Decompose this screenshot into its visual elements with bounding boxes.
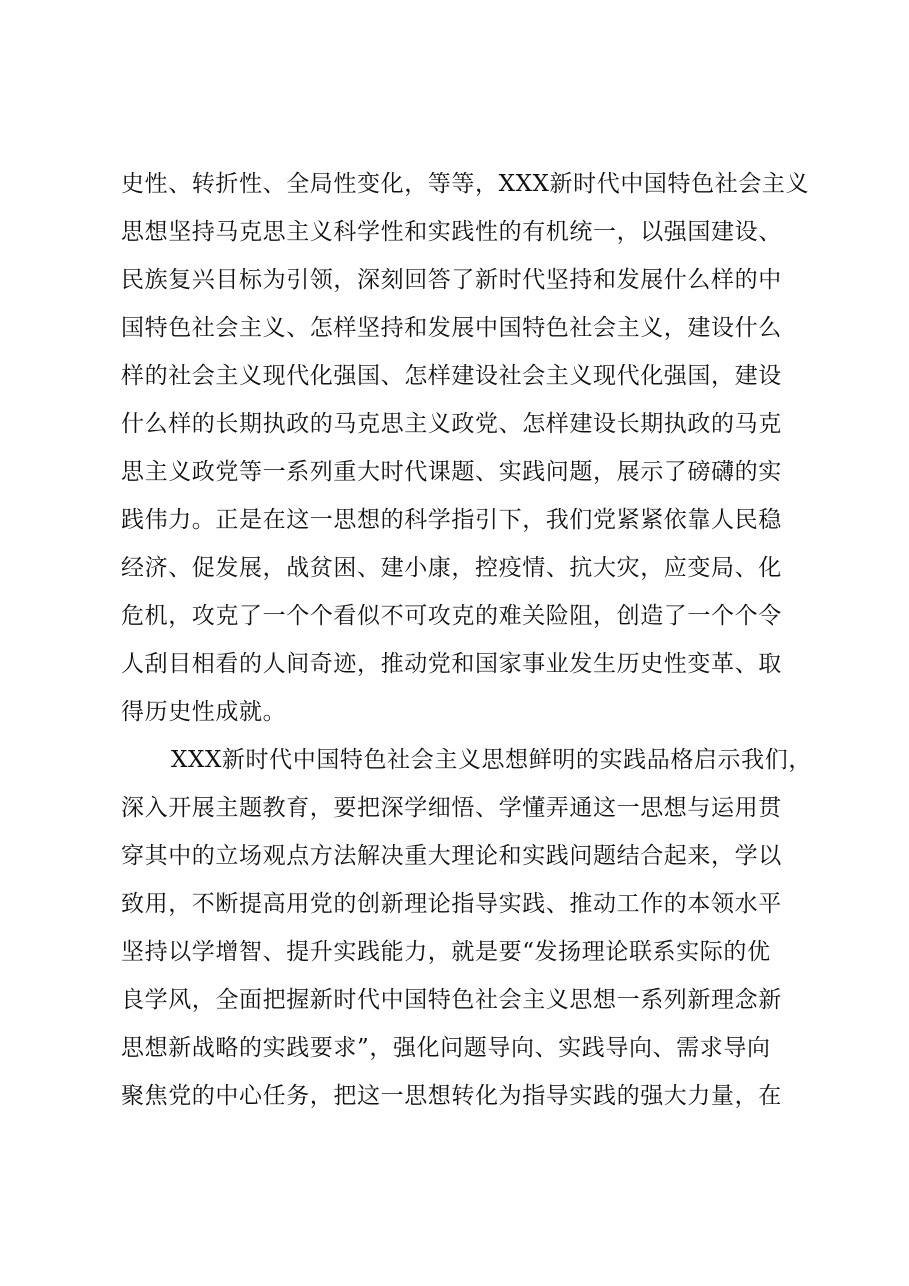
text-line: 坚持以学增智、提升实践能力，就是要“发扬理论联系实际的优 [121, 939, 771, 965]
text-line: 得历史性成就。 [121, 699, 287, 725]
text-line: 良学风，全面把握新时代中国特色社会主义思想一系列新理念新 [121, 987, 782, 1013]
text-line: 深入开展主题教育，要把深学细悟、学懂弄通这一思想与运用贯 [121, 795, 782, 821]
text-line: 危机，攻克了一个个看似不可攻克的难关险阻，创造了一个个令 [121, 603, 782, 629]
text-line: 民族复兴目标为引领，深刻回答了新时代坚持和发展什么样的中 [121, 267, 782, 293]
text-line: 什么样的长期执政的马克思主义政党、怎样建设长期执政的马克 [121, 411, 782, 437]
text-line: 思主义政党等一系列重大时代课题、实践问题，展示了磅礴的实 [121, 459, 782, 485]
paragraph-first-line: XXX新时代中国特色社会主义思想鲜明的实践品格启示我们， [171, 747, 812, 773]
text-line: 聚焦党的中心任务，把这一思想转化为指导实践的强大力量，在 [121, 1083, 782, 1109]
text-line: 样的社会主义现代化强国、怎样建设社会主义现代化强国，建设 [121, 363, 782, 389]
text-line: 国特色社会主义、怎样坚持和发展中国特色社会主义，建设什么 [121, 315, 782, 341]
text-line: 经济、促发展，战贫困、建小康，控疫情、抗大灾，应变局、化 [121, 555, 782, 581]
text-line: 思想新战略的实践要求”，强化问题导向、实践导向、需求导向 [121, 1035, 771, 1061]
text-line: 思想坚持马克思主义科学性和实践性的有机统一，以强国建设、 [121, 219, 782, 245]
text-line: 致用，不断提高用党的创新理论指导实践、推动工作的本领水平 [121, 891, 782, 917]
text-line: 践伟力。正是在这一思想的科学指引下，我们党紧紧依靠人民稳 [121, 507, 782, 533]
text-line: 穿其中的立场观点方法解决重大理论和实践问题结合起来，学以 [121, 843, 782, 869]
text-line: 人刮目相看的人间奇迹，推动党和国家事业发生历史性变革、取 [121, 651, 782, 677]
text-line: 史性、转折性、全局性变化，等等，XXX新时代中国特色社会主义 [121, 171, 810, 197]
